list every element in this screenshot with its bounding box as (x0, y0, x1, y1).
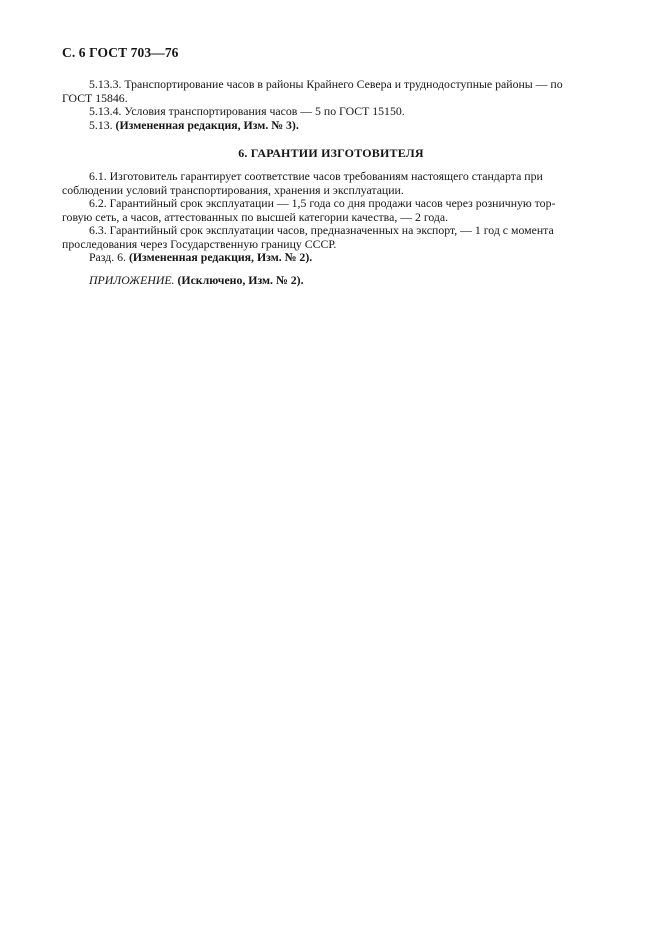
paragraph-5-13-3-line-1: 5.13.3. Транспортирование часов в районы Крайнего Севера и труднодоступные районы — по (89, 77, 563, 91)
amendment-note-2: (Измененная редакция, Изм. № 2). (128, 250, 313, 264)
section-5-13-block (62, 78, 600, 132)
page-header: С. 6 ГОСТ 703—76 (62, 45, 179, 60)
section-6-block (62, 170, 600, 265)
appendix-label: ПРИЛОЖЕНИЕ. (89, 273, 175, 287)
paragraph-6-3-line-2: проследования через Государственную границу СССР. (62, 236, 337, 251)
section-6-amendment (62, 251, 600, 265)
section-6-reference: Разд. 6. (89, 250, 126, 264)
paragraph-5-13-number: 5.13. (89, 117, 113, 132)
paragraph-6-2-line-2: говую сеть, а часов, аттестованных по высшей категории качества, — 2 года. (62, 209, 449, 224)
paragraph-6-1-line-2: соблюдении условий транспортирования, хранения и эксплуатации. (62, 182, 404, 197)
paragraph-5-13-4: 5.13.4. Условия транспортирования часов — 5 по ГОСТ 15150. (89, 104, 405, 118)
paragraph-6-3-line-1: 6.3. Гарантийный срок эксплуатации часов, предназначенных на экспорт, — 1 год с момента (89, 223, 554, 237)
paragraph-6-1-line-1: 6.1. Изготовитель гарантирует соответствие часов требованиям настоящего стандарта при (89, 169, 543, 183)
appendix-block (62, 274, 600, 288)
section-6-title: 6. ГАРАНТИИ ИЗГОТОВИТЕЛЯ (238, 146, 424, 160)
appendix-line (62, 274, 600, 288)
amendment-note-3: (Измененная редакция, Изм. № 3). (115, 117, 299, 132)
paragraph-6-2-line-1: 6.2. Гарантийный срок эксплуатации — 1,5 года со дня продажи часов через розничную тор- (89, 196, 556, 210)
paragraph-5-13-amendment (62, 119, 600, 133)
appendix-excluded-note: (Исключено, Изм. № 2). (177, 273, 304, 287)
paragraph-5-13-3-line-2: ГОСТ 15846. (62, 90, 128, 105)
